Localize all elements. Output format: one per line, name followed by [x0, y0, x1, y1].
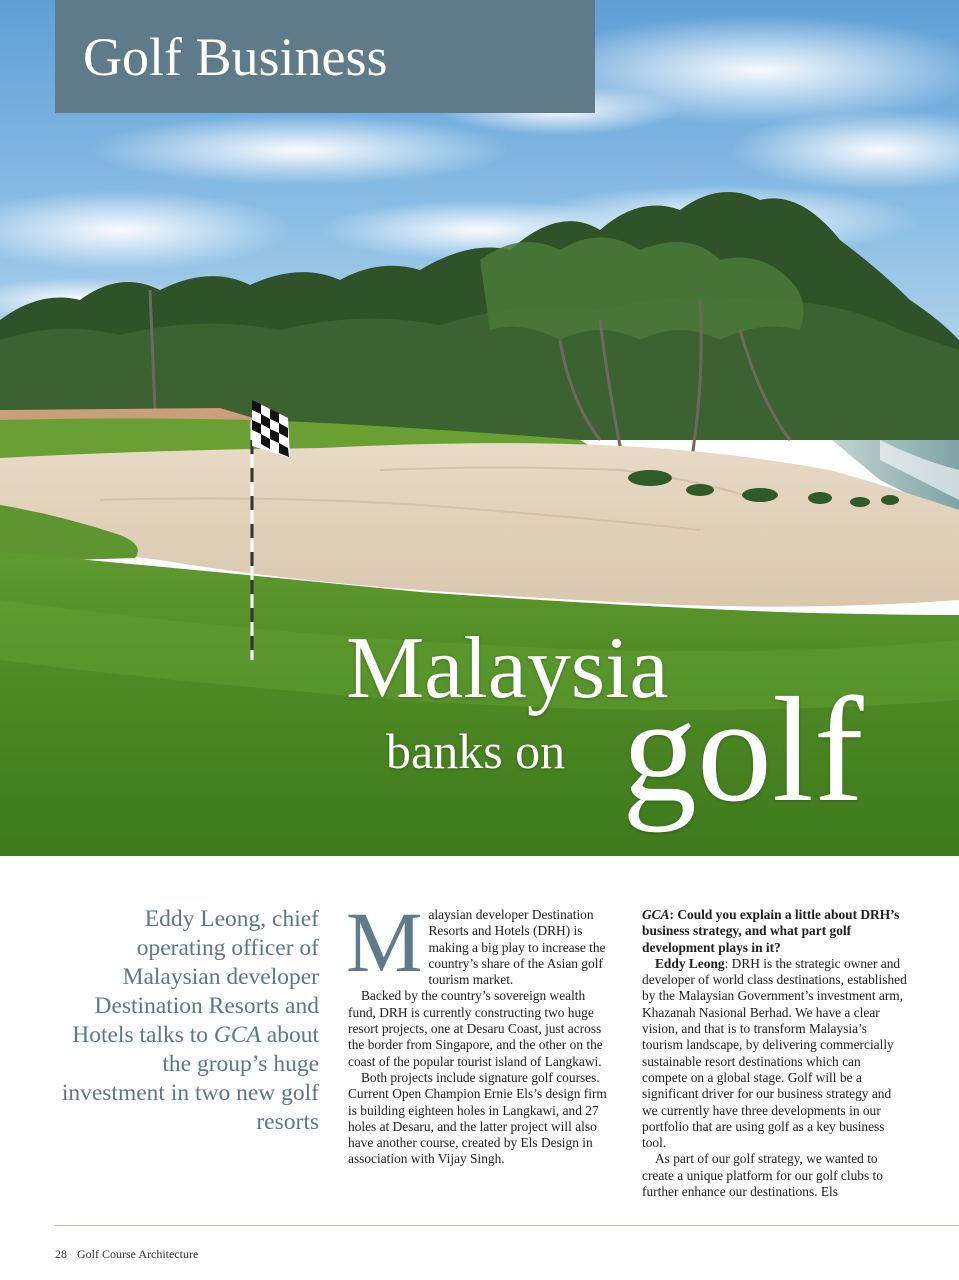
article-paragraph: As part of our golf strategy, we wanted to create a unique platform for our golf clubs to further enhance our destinations. Els: [642, 1151, 883, 1200]
standfirst-italic: GCA: [213, 1022, 261, 1048]
standfirst-text-end: about the group’s huge investment in two new golf resorts: [61, 1022, 319, 1135]
headline-line-2: banks on: [386, 723, 566, 779]
page-number: 28: [55, 1247, 67, 1261]
question-prefix: GCA: [642, 907, 670, 922]
headline-line-3: golf: [622, 667, 864, 833]
paragraph-text: alaysian developer Destination Resorts and Hotels (DRH) is making a big play to increase the country’s share of the Asian golf tourism market.: [428, 907, 606, 988]
interview-answer: [642, 956, 908, 1152]
standfirst: [60, 905, 319, 1137]
article-column-2: [642, 907, 908, 1200]
answer-speaker: Eddy Leong: [655, 955, 725, 971]
publication-name: Golf Course Architecture: [77, 1247, 199, 1261]
drop-cap: M: [346, 894, 423, 990]
question-text: : Could you explain a little about DRH’s business strategy, and what part golf development plays in it?: [642, 907, 900, 955]
section-banner: [55, 0, 595, 113]
footer-rule: [55, 1225, 959, 1226]
section-title: Golf Business: [83, 27, 388, 87]
answer-text: : DRH is the strategic owner and developer of world class destinations, established by the Malaysian Government’s investment arm, Khazanah Nasional Berhad. We have a clear vision, and that is to transform Malaysia’s tourism landscape, by delivering commercially sustainable resort destinations which can compete on a global stage. Golf will be a significant driver for our business strategy and we currently have three developments in our portfolio that are using golf as a key business tool.: [642, 955, 907, 1151]
folio: [55, 1247, 208, 1262]
standfirst-text: Eddy Leong, chief operating officer of Malaysian developer Destination Resorts and Hotels talks to: [72, 906, 319, 1048]
article-column-1: [346, 894, 614, 1168]
article-paragraph: Backed by the country’s sovereign wealth fund, DRH is currently constructing two huge resort projects, one at Desaru Coast, just across the border from Singapore, and the other on the coast of the popular tourist island of Langkawi.: [348, 988, 603, 1069]
interview-question: [642, 907, 908, 956]
headline-line-1: Malaysia: [346, 620, 669, 717]
article-paragraph: [346, 894, 614, 990]
article-paragraph: Both projects include signature golf courses. Current Open Champion Ernie Els’s design firm is building eighteen holes in Langkawi, and 27 holes at Desaru, and the latter project will also have another course, created by Els Design in association with Vijay Singh.: [348, 1069, 607, 1167]
